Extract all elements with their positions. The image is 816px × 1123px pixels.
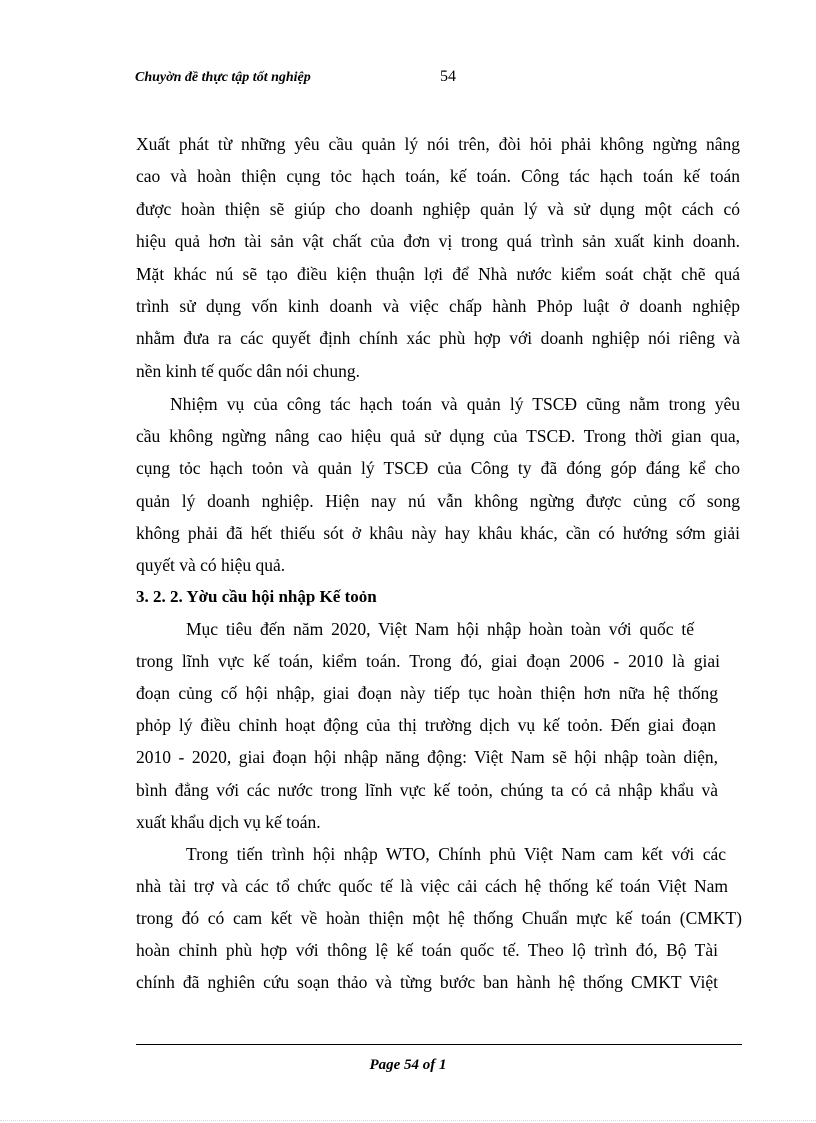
text-line: xuất khẩu dịch vụ kế toán. [136,812,321,832]
text-line: trình sử dụng vốn kinh doanh và việc chấp hành Phỏp luật ở doanh nghiệp [136,296,740,316]
text-line: nhà tài trợ và các tổ chức quốc tế là việc cải cách hệ thống kế toán Việt Nam [136,876,728,896]
text-line: cầu không ngừng nâng cao hiệu quả sử dụng của TSCĐ. Trong thời gian qua, [136,426,740,446]
text-line: được hoàn thiện sẽ giúp cho doanh nghiệp quản lý và sử dụng một cách có [136,199,740,219]
text-line: Nhiệm vụ của công tác hạch toán và quản lý TSCĐ cũng nằm trong yêu [170,394,740,414]
footer-page-label: Page 54 of 1 [369,1057,447,1073]
header-page-number: 54 [440,68,456,85]
text-line: nhằm đưa ra các quyết định chính xác phù hợp với doanh nghiệp nói riêng và [136,328,740,348]
header-title: Chuyờn đề thực tập tốt nghiệp [135,70,311,85]
text-line: Xuất phát từ những yêu cầu quản lý nói trên, đòi hỏi phải không ngừng nâng [136,134,740,154]
text-line: phỏp lý điều chỉnh hoạt động của thị trường dịch vụ kế toỏn. Đến giai đoạn [136,715,716,735]
text-line: quyết và có hiệu quả. [136,555,286,575]
text-line: nền kinh tế quốc dân nói chung. [136,361,361,381]
text-line: cụng tỏc hạch toỏn và quản lý TSCĐ của Công ty đã đóng góp đáng kể cho [136,458,740,478]
text-line: hoàn chỉnh phù hợp với thông lệ kế toán quốc tế. Theo lộ trình đó, Bộ Tài [136,940,718,960]
text-line: trong đó có cam kết về hoàn thiện một hệ thống Chuẩn mực kế toán (CMKT) [136,908,742,928]
text-line: Mặt khác nú sẽ tạo điều kiện thuận lợi để Nhà nước kiểm soát chặt chẽ quá [136,264,740,284]
text-line: đoạn củng cố hội nhập, giai đoạn này tiếp tục hoàn thiện hơn nữa hệ thống [136,683,718,703]
text-line: 2010 - 2020, giai đoạn hội nhập năng động: Việt Nam sẽ hội nhập toàn diện, [136,747,718,767]
footer-divider [136,1044,742,1045]
text-line: Mục tiêu đến năm 2020, Việt Nam hội nhập hoàn toàn với quốc tế [186,619,694,639]
text-line: trong lĩnh vực kế toán, kiểm toán. Trong đó, giai đoạn 2006 - 2010 là giai [136,651,720,671]
text-line: hiệu quả hơn tài sản vật chất của đơn vị trong quá trình sản xuất kinh doanh. [136,231,740,251]
text-line: bình đẳng với các nước trong lĩnh vực kế toỏn, chúng ta có cả nhập khẩu và [136,780,718,800]
text-line: quản lý doanh nghiệp. Hiện nay nú vẫn không ngừng được củng cố song [136,491,740,511]
page-bottom-edge [0,1120,816,1121]
text-line: cao và hoàn thiện cụng tỏc hạch toán, kế toán. Công tác hạch toán kế toán [136,166,740,186]
text-line: Trong tiến trình hội nhập WTO, Chính phủ Việt Nam cam kết với các [186,844,726,864]
text-line: chính đã nghiên cứu soạn thảo và từng bước ban hành hệ thống CMKT Việt [136,972,718,992]
text-line: không phải đã hết thiếu sót ở khâu này hay khâu khác, cần có hướng sớm giải [136,523,740,543]
section-heading: 3. 2. 2. Yờu cầu hội nhập Kế toỏn [136,587,377,606]
